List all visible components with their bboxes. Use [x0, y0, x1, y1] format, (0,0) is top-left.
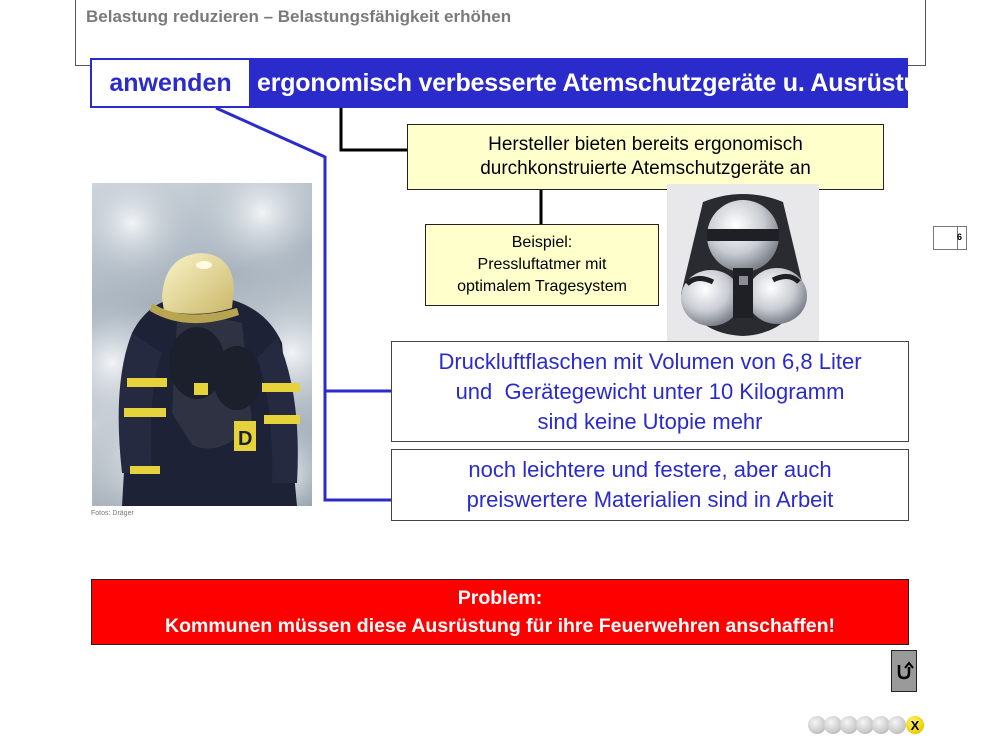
manufacturers-box	[407, 124, 884, 190]
page-number: 6	[957, 232, 963, 242]
cylinders-line1: Druckluftflaschen mit Volumen von 6,8 Liter	[438, 348, 862, 374]
photo-credit: Fotos: Dräger	[91, 510, 134, 517]
example-box	[425, 224, 659, 306]
back-button[interactable]	[891, 650, 917, 692]
cylinders-line3: sind keine Utopie mehr	[537, 408, 763, 434]
materials-box	[391, 449, 909, 521]
firefighter-photo	[92, 183, 312, 506]
helmet-letter: D	[238, 428, 253, 450]
cylinders-line2: und Gerätegewicht unter 10 Kilogramm	[455, 378, 845, 404]
example-line2: Pressluftatmer mit	[477, 256, 607, 273]
exit-button[interactable]: X	[906, 716, 924, 734]
back-arrow-icon	[894, 661, 914, 681]
materials-line1: noch leichtere und festere, aber auch	[468, 457, 832, 482]
banner-text: ergonomisch verbesserte Atemschutzgeräte u. Ausrüstung	[257, 68, 949, 97]
apparatus-photo	[667, 184, 819, 342]
materials-line2: preiswertere Materialien sind in Arbeit	[466, 487, 834, 512]
example-line3: optimalem Tragesystem	[457, 278, 627, 295]
manufacturers-line1: Hersteller bieten bereits ergonomisch	[488, 134, 803, 155]
manufacturers-line2: durchkonstruierte Atemschutzgeräte an	[480, 158, 811, 179]
apply-label: anwenden	[91, 59, 250, 107]
problem-text: Kommunen müssen diese Ausrüstung für ihre Feuerwehren anschaffen!	[165, 615, 835, 637]
problem-box	[91, 579, 909, 645]
nav-dot-6[interactable]	[888, 716, 906, 734]
problem-heading: Problem:	[457, 587, 543, 609]
connector-banner-manufacturers	[341, 108, 407, 150]
apparatus-illustration	[667, 184, 819, 342]
firefighter-illustration	[92, 183, 312, 506]
navigation-dots	[808, 716, 928, 734]
example-line1: Beispiel:	[511, 234, 573, 251]
slide-title: Belastung reduzieren – Belastungsfähigkeit erhöhen	[86, 7, 512, 26]
cylinders-box	[391, 341, 909, 442]
